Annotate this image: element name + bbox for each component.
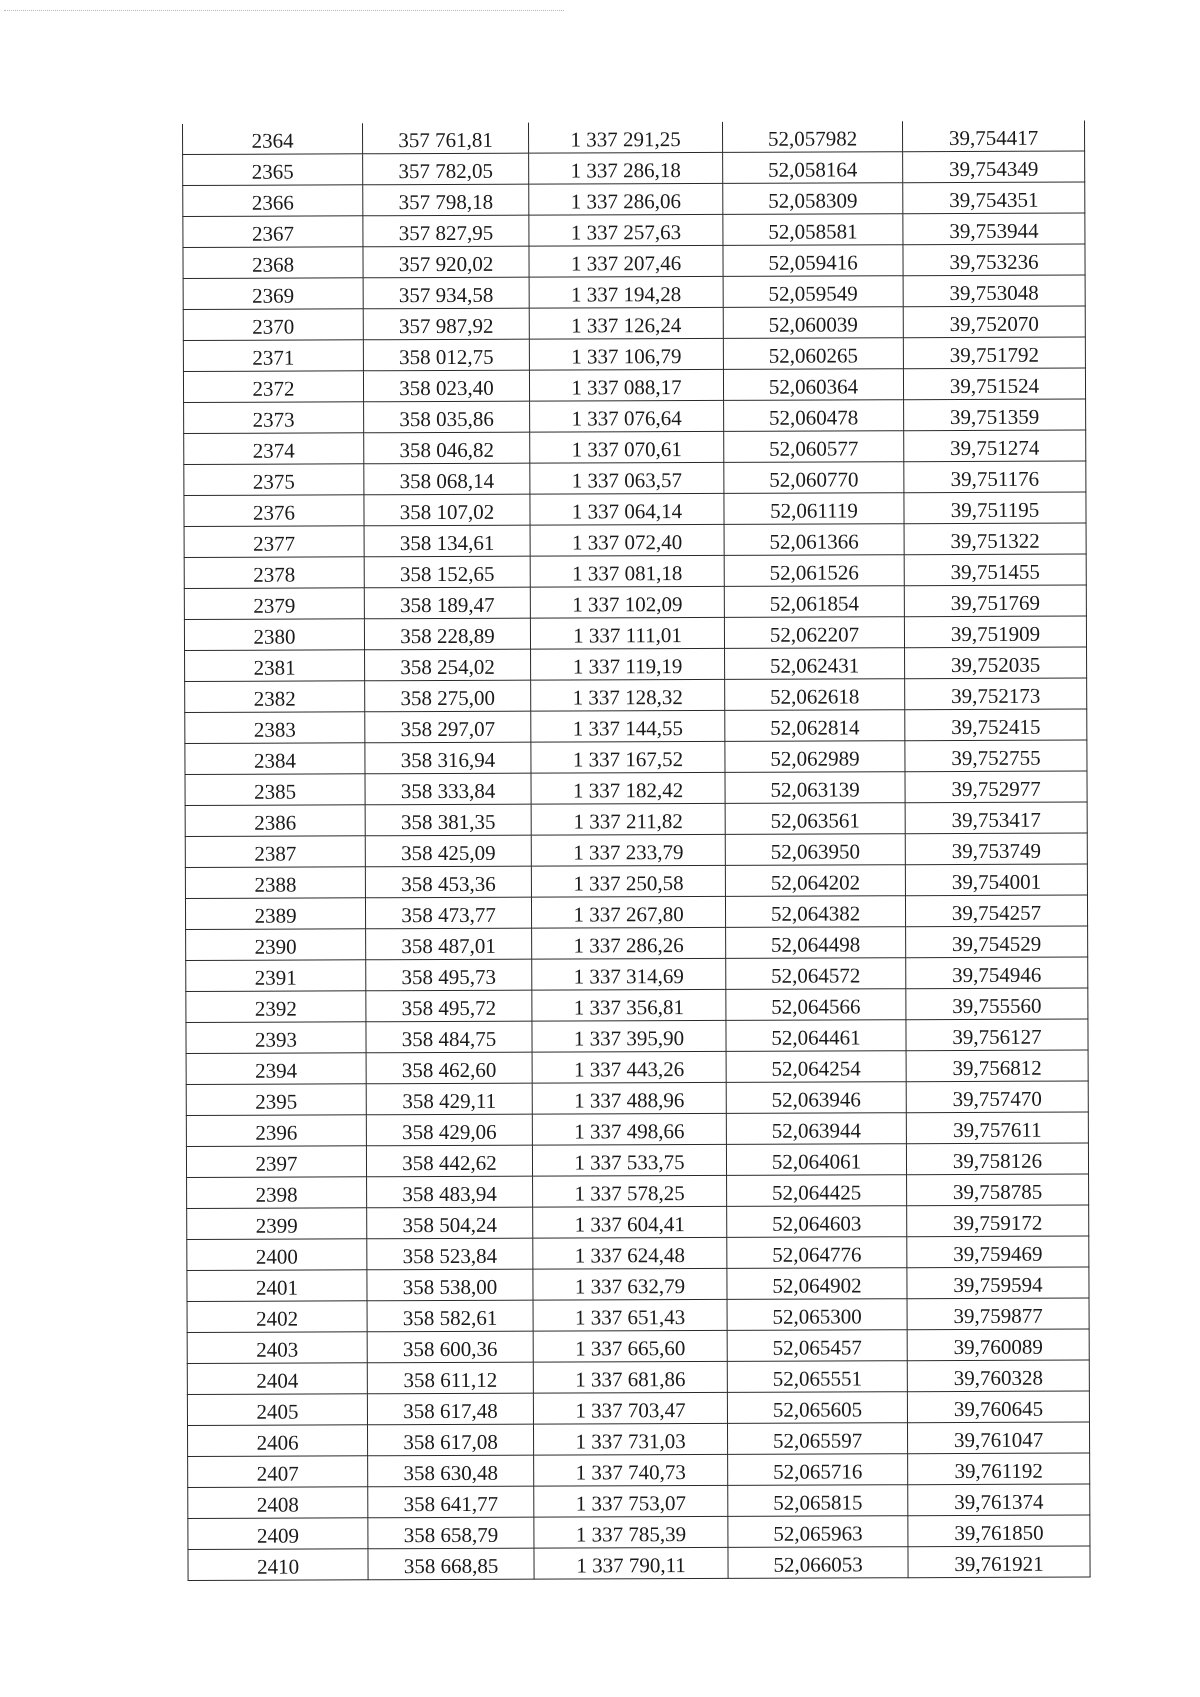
x-coordinate-cell: 358 582,61 [367, 1300, 533, 1332]
table-row [188, 1453, 1090, 1487]
table-row [185, 678, 1087, 712]
x-coordinate-cell: 358 275,00 [365, 680, 531, 712]
point-number-cell: 2374 [184, 433, 364, 465]
y-coordinate-cell: 1 337 182,42 [531, 772, 725, 804]
table-row [185, 833, 1087, 867]
table-row [187, 1298, 1089, 1332]
point-number-cell: 2372 [183, 371, 363, 403]
longitude-cell: 39,754351 [903, 182, 1085, 214]
point-number-cell: 2390 [186, 929, 366, 961]
table-row [188, 1546, 1090, 1580]
x-coordinate-cell: 358 107,02 [364, 494, 530, 526]
y-coordinate-cell: 1 337 632,79 [533, 1268, 727, 1300]
point-number-cell: 2396 [186, 1115, 366, 1147]
point-number-cell: 2389 [185, 898, 365, 930]
latitude-cell: 52,064572 [726, 958, 906, 990]
table-row [183, 213, 1085, 247]
x-coordinate-cell: 358 023,40 [363, 370, 529, 402]
point-number-cell: 2391 [186, 960, 366, 992]
x-coordinate-cell: 358 630,48 [368, 1455, 534, 1487]
y-coordinate-cell: 1 337 076,64 [530, 400, 724, 432]
longitude-cell: 39,752415 [905, 709, 1087, 741]
table-row [186, 1112, 1088, 1146]
point-number-cell: 2393 [186, 1022, 366, 1054]
longitude-cell: 39,753749 [905, 833, 1087, 865]
longitude-cell: 39,752035 [905, 647, 1087, 679]
longitude-cell: 39,760089 [907, 1329, 1089, 1361]
y-coordinate-cell: 1 337 533,75 [532, 1144, 726, 1176]
table-row [185, 864, 1087, 898]
y-coordinate-cell: 1 337 167,52 [531, 741, 725, 773]
table-row [186, 926, 1088, 960]
longitude-cell: 39,751769 [904, 585, 1086, 617]
table-row [183, 121, 1085, 155]
y-coordinate-cell: 1 337 443,26 [532, 1051, 726, 1083]
latitude-cell: 52,060770 [724, 462, 904, 494]
point-number-cell: 2406 [187, 1425, 367, 1457]
table-row [186, 1143, 1088, 1177]
longitude-cell: 39,761374 [908, 1484, 1090, 1516]
x-coordinate-cell: 358 453,36 [365, 866, 531, 898]
latitude-cell: 52,062618 [725, 679, 905, 711]
x-coordinate-cell: 358 523,84 [367, 1238, 533, 1270]
table-row [187, 1267, 1089, 1301]
y-coordinate-cell: 1 337 624,48 [533, 1237, 727, 1269]
x-coordinate-cell: 358 611,12 [367, 1362, 533, 1394]
point-number-cell: 2402 [187, 1301, 367, 1333]
latitude-cell: 52,061119 [724, 493, 904, 525]
point-number-cell: 2401 [187, 1270, 367, 1302]
latitude-cell: 52,058164 [723, 152, 903, 184]
y-coordinate-cell: 1 337 681,86 [533, 1361, 727, 1393]
latitude-cell: 52,065551 [727, 1361, 907, 1393]
y-coordinate-cell: 1 337 498,66 [532, 1113, 726, 1145]
point-number-cell: 2394 [186, 1053, 366, 1085]
longitude-cell: 39,751455 [904, 554, 1086, 586]
table-row [185, 895, 1087, 929]
latitude-cell: 52,064061 [726, 1144, 906, 1176]
longitude-cell: 39,753417 [905, 802, 1087, 834]
x-coordinate-cell: 358 381,35 [365, 804, 531, 836]
point-number-cell: 2392 [186, 991, 366, 1023]
x-coordinate-cell: 358 152,65 [364, 556, 530, 588]
latitude-cell: 52,060265 [723, 338, 903, 370]
y-coordinate-cell: 1 337 111,01 [530, 617, 724, 649]
latitude-cell: 52,065597 [727, 1423, 907, 1455]
x-coordinate-cell: 358 487,01 [366, 928, 532, 960]
table-row [184, 523, 1086, 557]
x-coordinate-cell: 358 617,08 [367, 1424, 533, 1456]
table-row [184, 554, 1086, 588]
y-coordinate-cell: 1 337 286,26 [532, 927, 726, 959]
table-row [183, 151, 1085, 185]
longitude-cell: 39,753236 [903, 244, 1085, 276]
latitude-cell: 52,064603 [727, 1206, 907, 1238]
table-row [185, 771, 1087, 805]
longitude-cell: 39,760328 [907, 1360, 1089, 1392]
longitude-cell: 39,761921 [908, 1546, 1090, 1578]
longitude-cell: 39,752070 [903, 306, 1085, 338]
y-coordinate-cell: 1 337 088,17 [529, 369, 723, 401]
latitude-cell: 52,065963 [728, 1516, 908, 1548]
table-row [185, 740, 1087, 774]
x-coordinate-cell: 358 617,48 [367, 1393, 533, 1425]
table-row [186, 957, 1088, 991]
table-row [187, 1329, 1089, 1363]
x-coordinate-cell: 358 462,60 [366, 1052, 532, 1084]
x-coordinate-cell: 358 442,62 [366, 1145, 532, 1177]
longitude-cell: 39,754257 [905, 895, 1087, 927]
longitude-cell: 39,751176 [904, 461, 1086, 493]
point-number-cell: 2375 [184, 464, 364, 496]
longitude-cell: 39,752173 [905, 678, 1087, 710]
x-coordinate-cell: 357 782,05 [363, 153, 529, 185]
x-coordinate-cell: 358 035,86 [364, 401, 530, 433]
longitude-cell: 39,759877 [907, 1298, 1089, 1330]
table-row [187, 1205, 1089, 1239]
latitude-cell: 52,061526 [724, 555, 904, 587]
latitude-cell: 52,060039 [723, 307, 903, 339]
x-coordinate-cell: 358 484,75 [366, 1021, 532, 1053]
longitude-cell: 39,754001 [905, 864, 1087, 896]
latitude-cell: 52,064902 [727, 1268, 907, 1300]
latitude-cell: 52,064425 [727, 1175, 907, 1207]
table-row [186, 988, 1088, 1022]
y-coordinate-cell: 1 337 233,79 [531, 834, 725, 866]
y-coordinate-cell: 1 337 753,07 [534, 1485, 728, 1517]
point-number-cell: 2380 [184, 619, 364, 651]
point-number-cell: 2403 [187, 1332, 367, 1364]
y-coordinate-cell: 1 337 144,55 [531, 710, 725, 742]
longitude-cell: 39,754417 [902, 121, 1084, 152]
longitude-cell: 39,758785 [907, 1174, 1089, 1206]
x-coordinate-cell: 358 333,84 [365, 773, 531, 805]
point-number-cell: 2398 [187, 1177, 367, 1209]
longitude-cell: 39,754529 [906, 926, 1088, 958]
y-coordinate-cell: 1 337 211,82 [531, 803, 725, 835]
point-number-cell: 2405 [187, 1394, 367, 1426]
point-number-cell: 2381 [185, 650, 365, 682]
latitude-cell: 52,064776 [727, 1237, 907, 1269]
table-row [185, 709, 1087, 743]
table-row [184, 585, 1086, 619]
longitude-cell: 39,751195 [904, 492, 1086, 524]
latitude-cell: 52,059416 [723, 245, 903, 277]
x-coordinate-cell: 357 934,58 [363, 277, 529, 309]
latitude-cell: 52,061854 [724, 586, 904, 618]
longitude-cell: 39,757470 [906, 1081, 1088, 1113]
y-coordinate-cell: 1 337 665,60 [533, 1330, 727, 1362]
latitude-cell: 52,060364 [723, 369, 903, 401]
table-row [184, 430, 1086, 464]
x-coordinate-cell: 358 068,14 [364, 463, 530, 495]
longitude-cell: 39,751274 [904, 430, 1086, 462]
table-row [187, 1236, 1089, 1270]
point-number-cell: 2408 [188, 1487, 368, 1519]
longitude-cell: 39,753944 [903, 213, 1085, 245]
latitude-cell: 52,064461 [726, 1020, 906, 1052]
latitude-cell: 52,065716 [728, 1454, 908, 1486]
latitude-cell: 52,058309 [723, 183, 903, 215]
y-coordinate-cell: 1 337 126,24 [529, 307, 723, 339]
x-coordinate-cell: 357 827,95 [363, 215, 529, 247]
table-row [186, 1019, 1088, 1053]
y-coordinate-cell: 1 337 291,25 [528, 122, 722, 153]
point-number-cell: 2386 [185, 805, 365, 837]
x-coordinate-cell: 358 658,79 [368, 1517, 534, 1549]
latitude-cell: 52,060478 [724, 400, 904, 432]
x-coordinate-cell: 358 134,61 [364, 525, 530, 557]
x-coordinate-cell: 357 987,92 [363, 308, 529, 340]
y-coordinate-cell: 1 337 072,40 [530, 524, 724, 556]
longitude-cell: 39,753048 [903, 275, 1085, 307]
point-number-cell: 2385 [185, 774, 365, 806]
longitude-cell: 39,761047 [907, 1422, 1089, 1454]
point-number-cell: 2399 [187, 1208, 367, 1240]
longitude-cell: 39,751359 [904, 399, 1086, 431]
longitude-cell: 39,751524 [903, 368, 1085, 400]
table-row [185, 647, 1087, 681]
longitude-cell: 39,751909 [904, 616, 1086, 648]
latitude-cell: 52,065815 [728, 1485, 908, 1517]
y-coordinate-cell: 1 337 194,28 [529, 276, 723, 308]
table-row [183, 306, 1085, 340]
x-coordinate-cell: 358 473,77 [365, 897, 531, 929]
y-coordinate-cell: 1 337 102,09 [530, 586, 724, 618]
table-row [184, 461, 1086, 495]
table-row [184, 399, 1086, 433]
point-number-cell: 2407 [188, 1456, 368, 1488]
y-coordinate-cell: 1 337 063,57 [530, 462, 724, 494]
latitude-cell: 52,064202 [725, 865, 905, 897]
table-row [187, 1391, 1089, 1425]
point-number-cell: 2410 [188, 1549, 368, 1581]
y-coordinate-cell: 1 337 286,18 [529, 152, 723, 184]
point-number-cell: 2378 [184, 557, 364, 589]
latitude-cell: 52,065605 [727, 1392, 907, 1424]
x-coordinate-cell: 358 429,06 [366, 1114, 532, 1146]
longitude-cell: 39,751322 [904, 523, 1086, 555]
x-coordinate-cell: 358 495,72 [366, 990, 532, 1022]
longitude-cell: 39,759594 [907, 1267, 1089, 1299]
table-row [183, 182, 1085, 216]
longitude-cell: 39,758126 [906, 1143, 1088, 1175]
latitude-cell: 52,061366 [724, 524, 904, 556]
longitude-cell: 39,754349 [903, 151, 1085, 183]
longitude-cell: 39,754946 [906, 957, 1088, 989]
latitude-cell: 52,057982 [722, 121, 902, 152]
x-coordinate-cell: 358 483,94 [367, 1176, 533, 1208]
y-coordinate-cell: 1 337 207,46 [529, 245, 723, 277]
scan-artifact-line [4, 10, 564, 11]
longitude-cell: 39,761192 [908, 1453, 1090, 1485]
x-coordinate-cell: 357 761,81 [362, 123, 528, 154]
table-row [184, 492, 1086, 526]
table-row [183, 368, 1085, 402]
point-number-cell: 2364 [183, 123, 363, 154]
point-number-cell: 2366 [183, 185, 363, 217]
x-coordinate-cell: 358 504,24 [367, 1207, 533, 1239]
y-coordinate-cell: 1 337 119,19 [531, 648, 725, 680]
point-number-cell: 2384 [185, 743, 365, 775]
latitude-cell: 52,062207 [724, 617, 904, 649]
document-page [182, 121, 1091, 1581]
x-coordinate-cell: 358 425,09 [365, 835, 531, 867]
y-coordinate-cell: 1 337 790,11 [534, 1547, 728, 1579]
table-row [187, 1360, 1089, 1394]
point-number-cell: 2368 [183, 247, 363, 279]
y-coordinate-cell: 1 337 070,61 [530, 431, 724, 463]
x-coordinate-cell: 358 316,94 [365, 742, 531, 774]
latitude-cell: 52,064566 [726, 989, 906, 1021]
point-number-cell: 2404 [187, 1363, 367, 1395]
latitude-cell: 52,063139 [725, 772, 905, 804]
x-coordinate-cell: 358 297,07 [365, 711, 531, 743]
y-coordinate-cell: 1 337 314,69 [532, 958, 726, 990]
x-coordinate-cell: 358 495,73 [366, 959, 532, 991]
y-coordinate-cell: 1 337 785,39 [534, 1516, 728, 1548]
y-coordinate-cell: 1 337 740,73 [534, 1454, 728, 1486]
longitude-cell: 39,756812 [906, 1050, 1088, 1082]
point-number-cell: 2367 [183, 216, 363, 248]
x-coordinate-cell: 358 429,11 [366, 1083, 532, 1115]
y-coordinate-cell: 1 337 578,25 [533, 1175, 727, 1207]
latitude-cell: 52,063944 [726, 1113, 906, 1145]
y-coordinate-cell: 1 337 731,03 [533, 1423, 727, 1455]
point-number-cell: 2365 [183, 154, 363, 186]
table-row [187, 1422, 1089, 1456]
y-coordinate-cell: 1 337 267,80 [531, 896, 725, 928]
x-coordinate-cell: 358 641,77 [368, 1486, 534, 1518]
table-row [183, 244, 1085, 278]
x-coordinate-cell: 357 920,02 [363, 246, 529, 278]
table-row [188, 1484, 1090, 1518]
point-number-cell: 2371 [183, 340, 363, 372]
y-coordinate-cell: 1 337 356,81 [532, 989, 726, 1021]
y-coordinate-cell: 1 337 064,14 [530, 493, 724, 525]
table-row [185, 802, 1087, 836]
x-coordinate-cell: 358 254,02 [365, 649, 531, 681]
latitude-cell: 52,060577 [724, 431, 904, 463]
latitude-cell: 52,065300 [727, 1299, 907, 1331]
longitude-cell: 39,761850 [908, 1515, 1090, 1547]
y-coordinate-cell: 1 337 651,43 [533, 1299, 727, 1331]
table-row [186, 1081, 1088, 1115]
point-number-cell: 2379 [184, 588, 364, 620]
longitude-cell: 39,751792 [903, 337, 1085, 369]
point-number-cell: 2377 [184, 526, 364, 558]
latitude-cell: 52,063946 [726, 1082, 906, 1114]
table-row [186, 1050, 1088, 1084]
longitude-cell: 39,759172 [907, 1205, 1089, 1237]
x-coordinate-cell: 358 012,75 [363, 339, 529, 371]
y-coordinate-cell: 1 337 250,58 [531, 865, 725, 897]
point-number-cell: 2397 [186, 1146, 366, 1178]
latitude-cell: 52,063561 [725, 803, 905, 835]
latitude-cell: 52,064498 [726, 927, 906, 959]
table-row [188, 1515, 1090, 1549]
latitude-cell: 52,059549 [723, 276, 903, 308]
longitude-cell: 39,755560 [906, 988, 1088, 1020]
x-coordinate-cell: 358 600,36 [367, 1331, 533, 1363]
latitude-cell: 52,066053 [728, 1547, 908, 1579]
y-coordinate-cell: 1 337 257,63 [529, 214, 723, 246]
point-number-cell: 2370 [183, 309, 363, 341]
latitude-cell: 52,065457 [727, 1330, 907, 1362]
table-row [183, 275, 1085, 309]
point-number-cell: 2373 [184, 402, 364, 434]
table-row [184, 616, 1086, 650]
latitude-cell: 52,062431 [725, 648, 905, 680]
longitude-cell: 39,752755 [905, 740, 1087, 772]
point-number-cell: 2387 [185, 836, 365, 868]
y-coordinate-cell: 1 337 106,79 [529, 338, 723, 370]
longitude-cell: 39,757611 [906, 1112, 1088, 1144]
y-coordinate-cell: 1 337 604,41 [533, 1206, 727, 1238]
x-coordinate-cell: 358 538,00 [367, 1269, 533, 1301]
point-number-cell: 2388 [185, 867, 365, 899]
latitude-cell: 52,062989 [725, 741, 905, 773]
x-coordinate-cell: 357 798,18 [363, 184, 529, 216]
latitude-cell: 52,063950 [725, 834, 905, 866]
longitude-cell: 39,756127 [906, 1019, 1088, 1051]
table-row [183, 337, 1085, 371]
y-coordinate-cell: 1 337 128,32 [531, 679, 725, 711]
table-row [187, 1174, 1089, 1208]
y-coordinate-cell: 1 337 488,96 [532, 1082, 726, 1114]
point-number-cell: 2395 [186, 1084, 366, 1116]
point-number-cell: 2383 [185, 712, 365, 744]
coordinates-table-body [183, 121, 1091, 1581]
y-coordinate-cell: 1 337 081,18 [530, 555, 724, 587]
x-coordinate-cell: 358 189,47 [364, 587, 530, 619]
point-number-cell: 2376 [184, 495, 364, 527]
latitude-cell: 52,064382 [725, 896, 905, 928]
point-number-cell: 2409 [188, 1518, 368, 1550]
longitude-cell: 39,759469 [907, 1236, 1089, 1268]
coordinates-table [182, 121, 1091, 1581]
y-coordinate-cell: 1 337 286,06 [529, 183, 723, 215]
longitude-cell: 39,760645 [907, 1391, 1089, 1423]
point-number-cell: 2369 [183, 278, 363, 310]
point-number-cell: 2382 [185, 681, 365, 713]
y-coordinate-cell: 1 337 395,90 [532, 1020, 726, 1052]
x-coordinate-cell: 358 228,89 [364, 618, 530, 650]
x-coordinate-cell: 358 668,85 [368, 1548, 534, 1580]
longitude-cell: 39,752977 [905, 771, 1087, 803]
point-number-cell: 2400 [187, 1239, 367, 1271]
latitude-cell: 52,058581 [723, 214, 903, 246]
latitude-cell: 52,062814 [725, 710, 905, 742]
latitude-cell: 52,064254 [726, 1051, 906, 1083]
x-coordinate-cell: 358 046,82 [364, 432, 530, 464]
y-coordinate-cell: 1 337 703,47 [533, 1392, 727, 1424]
